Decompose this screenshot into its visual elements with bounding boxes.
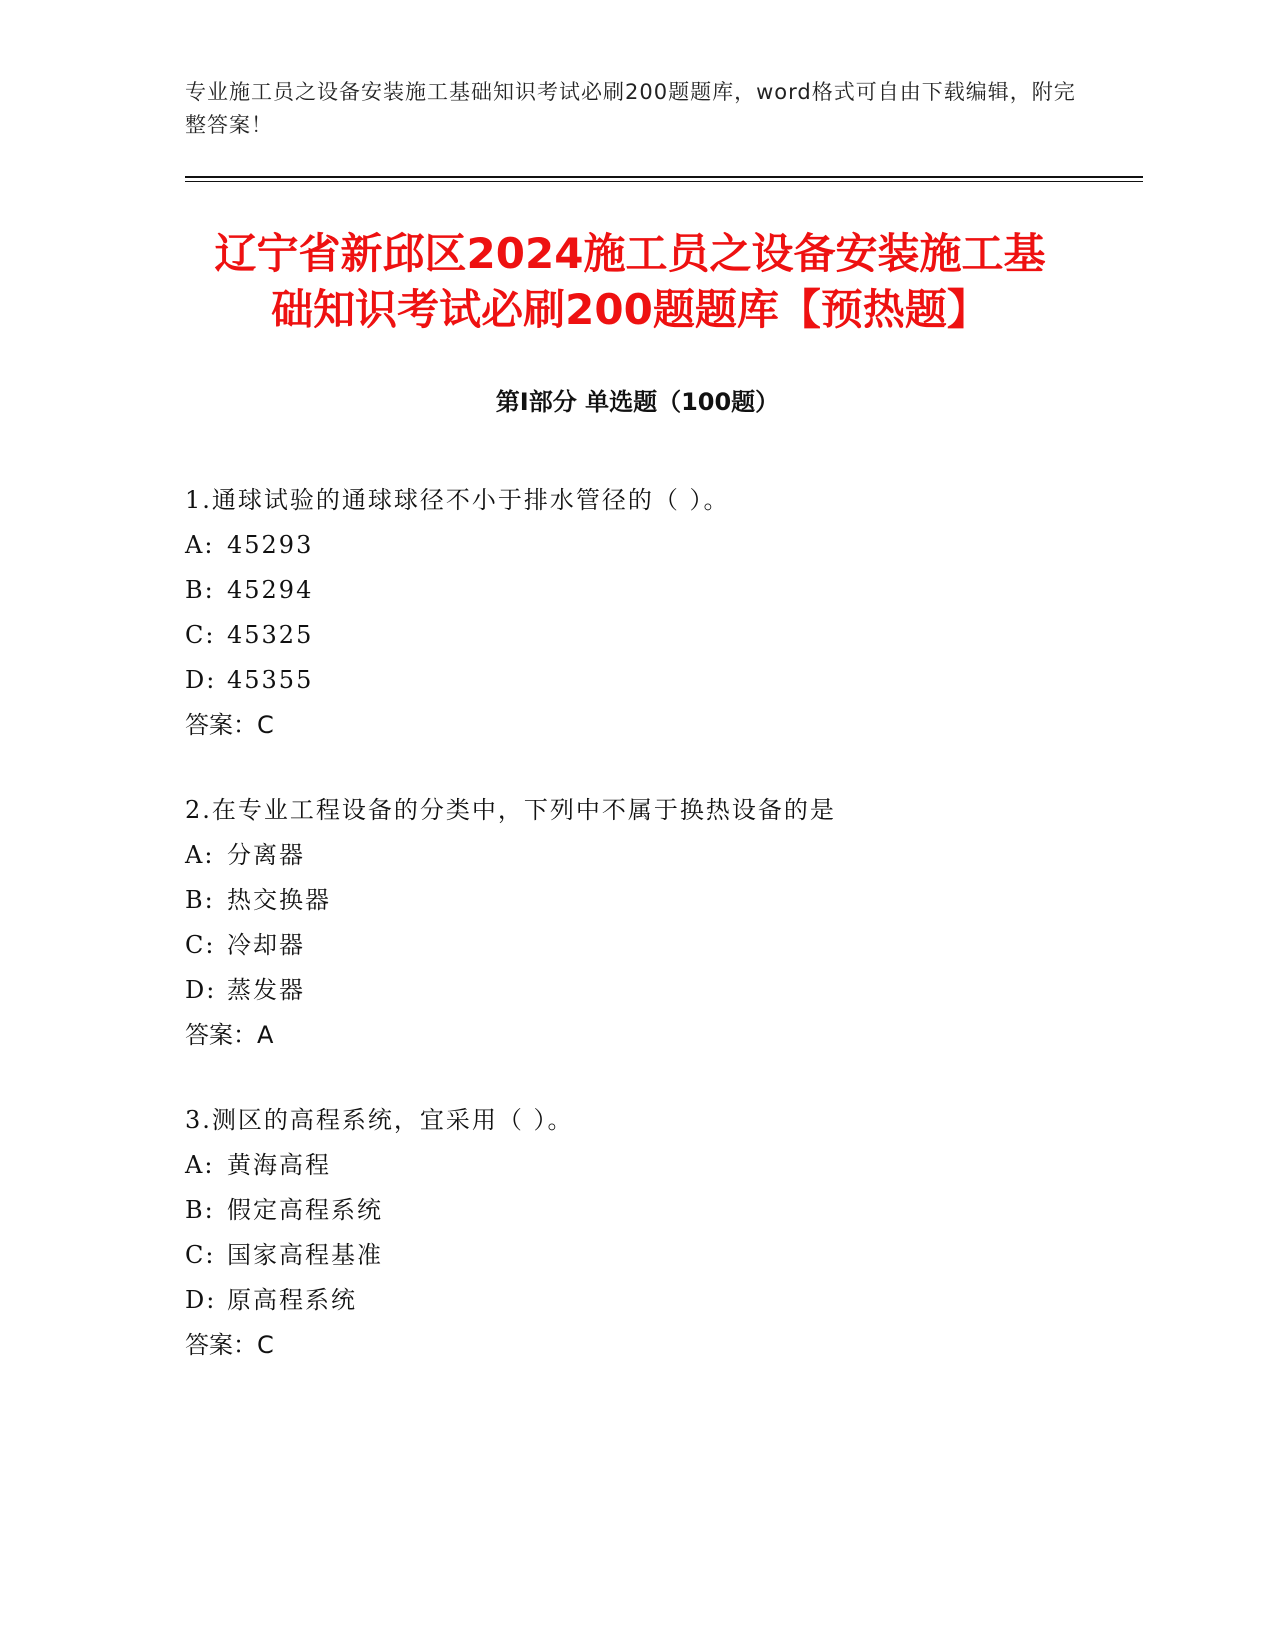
option-label: B: (185, 1196, 215, 1224)
option-text: 国家高程基准 (227, 1241, 383, 1269)
option-text: 蒸发器 (227, 976, 305, 1004)
option-a (185, 833, 1115, 878)
header-rule-thick (185, 176, 1143, 178)
title-line-1: 辽宁省新邱区2024施工员之设备安装施工基 (214, 229, 1046, 278)
option-text: 假定高程系统 (227, 1196, 383, 1224)
option-d (185, 1278, 1115, 1323)
question-list (185, 478, 1115, 1368)
option-text: 45294 (227, 576, 314, 604)
option-b (185, 1188, 1115, 1233)
option-label: A: (185, 531, 215, 559)
option-label: D: (185, 1286, 217, 1314)
question-stem: 2.在专业工程设备的分类中，下列中不属于换热设备的是 (185, 796, 836, 824)
option-d (185, 968, 1115, 1013)
option-label: D: (185, 666, 217, 694)
option-text: 45325 (227, 621, 314, 649)
option-b (185, 878, 1115, 923)
option-a (185, 523, 1115, 568)
question-stem: 1.通球试验的通球球径不小于排水管径的（ ）。 (185, 486, 730, 514)
option-label: D: (185, 976, 217, 1004)
option-label: B: (185, 886, 215, 914)
question-stem: 3.测区的高程系统，宜采用（ ）。 (185, 1106, 574, 1134)
option-text: 分离器 (227, 841, 305, 869)
option-label: C: (185, 621, 216, 649)
option-label: C: (185, 931, 216, 959)
option-label: A: (185, 841, 215, 869)
answer: 答案：C (185, 711, 274, 739)
question-1 (185, 478, 1115, 748)
option-label: B: (185, 576, 215, 604)
option-text: 45355 (227, 666, 314, 694)
option-text: 热交换器 (227, 886, 331, 914)
header-rule-thin (185, 181, 1143, 182)
document-title (160, 226, 1100, 338)
option-text: 45293 (227, 531, 314, 559)
option-text: 黄海高程 (227, 1151, 331, 1179)
option-c (185, 613, 1115, 658)
header-note: 专业施工员之设备安装施工基础知识考试必刷200题题库，word格式可自由下载编辑，附完整答案！ (185, 80, 1076, 137)
option-c (185, 923, 1115, 968)
option-text: 原高程系统 (227, 1286, 357, 1314)
option-label: A: (185, 1151, 215, 1179)
question-3 (185, 1098, 1115, 1368)
option-label: C: (185, 1241, 216, 1269)
answer: 答案：A (185, 1021, 274, 1049)
option-text: 冷却器 (227, 931, 305, 959)
section-title: 第Ⅰ部分 单选题（100题） (495, 388, 780, 416)
option-b (185, 568, 1115, 613)
option-d (185, 658, 1115, 703)
answer: 答案：C (185, 1331, 274, 1359)
question-2 (185, 788, 1115, 1058)
title-line-2: 础知识考试必刷200题题库【预热题】 (271, 285, 989, 334)
option-a (185, 1143, 1115, 1188)
option-c (185, 1233, 1115, 1278)
